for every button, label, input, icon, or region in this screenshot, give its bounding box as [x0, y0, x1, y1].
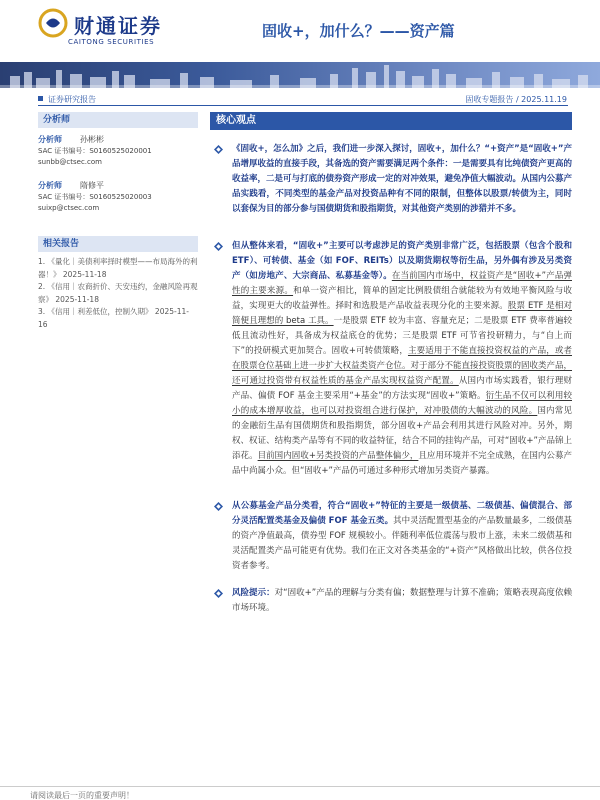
diamond-bullet-icon — [214, 145, 223, 154]
related-reports-list — [38, 256, 198, 331]
logo-chinese-name: 财通证券 — [74, 14, 162, 38]
body-text: 从国内市场实践看，银行理财产品、偏债 FOF 基金主要采用“+基金”的方法实现“固收+”策略。 — [232, 376, 572, 401]
logo-english-name: CAITONG SECURITIES — [68, 38, 155, 46]
related-reports-heading: 相关报告 — [38, 236, 198, 252]
risk-warning — [210, 586, 572, 616]
related-report-item[interactable]: 3. 《信用｜利差低位，控制久期》 2025-11-16 — [38, 307, 189, 329]
body-text: 和单一资产相比，简单的固定比例股债组合就能较为有效地平衡风险与收益，实现更大的收益弹性。择时和选股是产品收益表现分化的主要来源。 — [232, 286, 572, 311]
diamond-bullet-icon — [214, 589, 223, 598]
skyline-image — [0, 62, 600, 88]
report-title: 固收+，加什么？——资产篇 — [262, 22, 455, 40]
analyst-role: 分析师 — [38, 135, 62, 144]
underlined-sentence: 衍生品不仅可以利用较小的成本增厚收益，也可以对投资组合进行保护，对冲股债的大幅波动的风险。 — [232, 391, 572, 416]
underlined-sentence: 主要适用于不能直接投资权益的产品，或者在股票仓位基础上进一步扩大权益类资产仓位。对于部分不能直接投资股票的固收类产品，还可通过投资带有权益性质的基金产品实现权益资产配置。 — [232, 346, 573, 386]
diamond-bullet-icon — [214, 242, 223, 251]
body-text: 其中灵活配置型基金的产品数量最多，二级债基的资产净值最高，债券型 FOF 规模较小。伴随利率低位震荡与股市上涨，未来二级债基和灵活配置类产品可能更有优势。我们在正文对各类基金的“+资产”风格做出比较，供各位投资者参考。 — [232, 516, 572, 571]
key-point-3-lead: 从公募基金产品分类看，符合“固收+”特征的主要是一级债基、二级债基、偏债混合、部分灵活配置类基金及偏债 FOF 基金五类。 — [232, 501, 572, 526]
report-type-label — [38, 94, 96, 105]
key-point-2-lead: 但从整体来看，“固收+”主要可以考虑涉足的资产类别非常广泛，包括股票（包含个股和 ETF）、可转债、基金（如 FOF、REITs）以及期货期权等衍生品，另外偶有涉及另类资产（如房地产、大宗商品、私募基金等）。 — [232, 241, 572, 281]
risk-warning-text: 对“固收+”产品的理解与分类有偏；数据整理与计算不准确；策略表现高度依赖市场环境。 — [232, 588, 572, 613]
company-logo — [38, 8, 188, 52]
analyst-sac-number: SAC 证书编号：S0160525020003 — [38, 193, 152, 201]
analyst-email[interactable]: suixp@ctsec.com — [38, 204, 100, 212]
header-divider — [38, 105, 568, 106]
related-report-item[interactable]: 2. 《信用｜农商折价、天安违约，金融风险再观察》 2025-11-18 — [38, 282, 198, 304]
analyst-sac-number: SAC 证书编号：S0160525020001 — [38, 147, 152, 155]
analyst-block — [38, 134, 198, 168]
related-report-item[interactable]: 1. 《量化｜美债利率择时模型——布局海外的利器！》 2025-11-18 — [38, 257, 198, 279]
analyst-email[interactable]: sunbb@ctsec.com — [38, 158, 102, 166]
underlined-sentence: 目前国内固收+另类投资的产品整体偏少， — [257, 451, 419, 461]
risk-warning-label: 风险提示： — [232, 588, 275, 598]
city-skyline-banner — [0, 62, 600, 88]
body-text: 国内常见的金融衍生品有国债期货和股指期货，部分固收+产品会利用其进行风险对冲。另外，期权、权证、结构类产品等有不同的收益特征，结合不同的挂钩产品，可对“固收+”产品锦上添花。 — [232, 406, 572, 461]
caitong-logo-icon — [38, 8, 68, 38]
diamond-bullet-icon — [214, 502, 223, 511]
page-header — [0, 0, 600, 62]
analyst-name: 隋修平 — [80, 181, 104, 190]
key-point-3 — [210, 499, 572, 574]
underlined-sentence: 在当前国内市场中，权益资产是“固收+”产品弹性的主要来源。 — [232, 271, 572, 296]
analyst-name: 孙彬彬 — [80, 135, 104, 144]
key-point-2 — [210, 239, 572, 479]
disclaimer-notice: 请阅读最后一页的重要声明！ — [30, 791, 134, 800]
footer-divider — [0, 786, 600, 787]
analyst-role: 分析师 — [38, 181, 62, 190]
body-text: 且应用环境并不完全成熟，在国内公募产品中尚属小众。但“固收+”产品仍可通过多种形式增加另类资产暴露。 — [232, 451, 572, 476]
core-views-heading: 核心观点 — [210, 112, 572, 130]
analysts-heading: 分析师 — [38, 112, 198, 128]
body-text: 一是股票 ETF 较为丰富、容量充足；二是股票 ETF 费率普遍较低且流动性好，具备成为权益底仓的优势；三是股票 ETF 可节省投研精力，与“自上而下”的投研模式更加契合。固收+可转债策略， — [232, 316, 572, 356]
key-point-1-text: 《固收+，怎么加》之后，我们进一步深入探讨，固收+，加什么？“+资产”是“固收+”产品增厚收益的直接手段，其备选的资产需要满足两个条件：一是需要具有比纯债资产更高的收益率，二是可与打底的债券资产形成一定的对冲效果，避免净值大幅波动。从国内公募产品实践看，不同类型的基金产品对投资品种有不同的限制，但整体以股票/转债为主，同时以套保为目的部分参与国债期货和股指期货，对其他资产类别的涉猎并不多。 — [232, 144, 573, 214]
key-point-1 — [210, 142, 572, 217]
sidebar — [38, 112, 198, 331]
report-type-text: 证券研究报告 — [48, 95, 96, 104]
series-and-date: 固收专题报告 / 2025.11.19 — [465, 95, 567, 104]
analyst-block — [38, 180, 198, 214]
core-views-section — [210, 112, 572, 616]
underlined-sentence: 股票 ETF 是相对简便且理想的 beta 工具。 — [232, 301, 572, 326]
square-marker-icon — [38, 96, 43, 101]
